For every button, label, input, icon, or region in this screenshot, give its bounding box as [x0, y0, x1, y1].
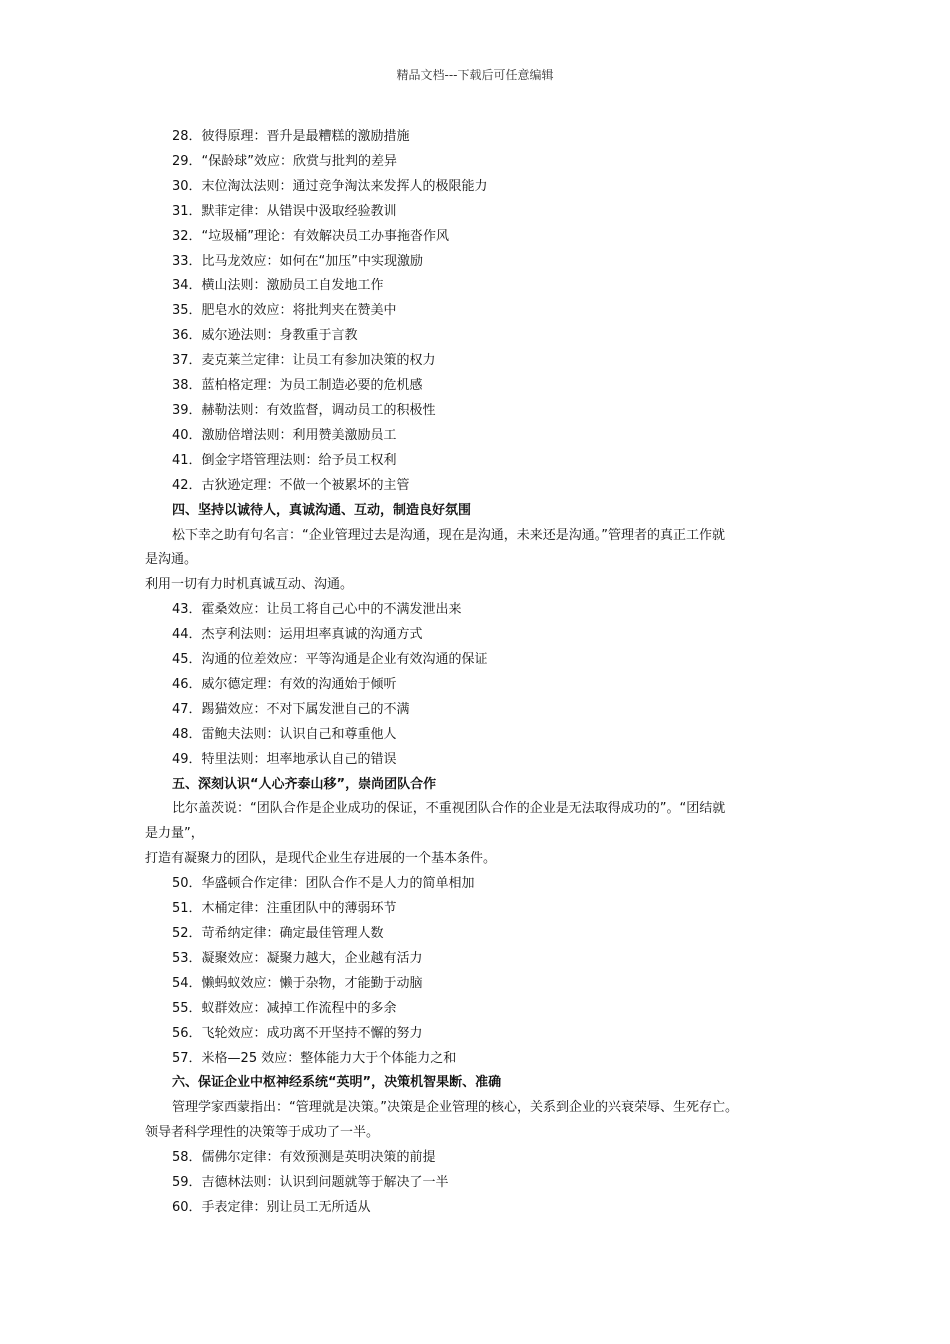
list-item: 59．吉德林法则：认识到问题就等于解决了一半 [172, 1175, 449, 1191]
list-item: 44．杰亨利法则：运用坦率真诚的沟通方式 [172, 627, 423, 643]
paragraph-continuation: 领导者科学理性的决策等于成功了一半。 [145, 1125, 380, 1141]
list-item: 58．儒佛尔定律：有效预测是英明决策的前提 [172, 1150, 436, 1166]
list-item: 51．木桶定律：注重团队中的薄弱环节 [172, 901, 397, 917]
list-item: 41．倒金字塔管理法则：给予员工权利 [172, 452, 397, 468]
list-item: 32．“垃圾桶”理论：有效解决员工办事拖沓作风 [172, 228, 450, 244]
page-header: 精品文档---下载后可任意编辑 [396, 68, 554, 82]
list-item: 43．霍桑效应：让员工将自己心中的不满发泄出来 [172, 602, 462, 618]
paragraph-continuation: 利用一切有力时机真诚互动、沟通。 [145, 577, 354, 593]
list-item: 53．凝聚效应：凝聚力越大，企业越有活力 [172, 950, 423, 966]
list-item: 55．蚁群效应：减掉工作流程中的多余 [172, 1000, 397, 1016]
list-item: 38．蓝柏格定理：为员工制造必要的危机感 [172, 378, 423, 394]
list-item: 47．踢猫效应：不对下属发泄自己的不满 [172, 701, 410, 717]
list-item: 39．赫勒法则：有效监督，调动员工的积极性 [172, 402, 436, 418]
list-item: 29．“保龄球”效应：欣赏与批判的差异 [172, 153, 398, 169]
list-item: 54．懒蚂蚁效应：懒于杂物，才能勤于动脑 [172, 975, 423, 991]
list-item: 52．苛希纳定律：确定最佳管理人数 [172, 926, 384, 941]
list-item: 36．威尔逊法则：身教重于言教 [172, 328, 358, 344]
list-item: 35．肥皂水的效应：将批判夹在赞美中 [172, 303, 397, 319]
section-heading: 四、坚持以诚待人，真诚沟通、互动，制造良好氛围 [172, 502, 472, 518]
list-item: 48．雷鲍夫法则：认识自己和尊重他人 [172, 726, 397, 742]
document-body [145, 125, 815, 1221]
list-item: 40．激励倍增法则：利用赞美激励员工 [172, 427, 397, 443]
list-item: 49．特里法则：坦率地承认自己的错误 [172, 751, 397, 767]
list-item: 46．威尔德定理：有效的沟通始于倾听 [172, 676, 397, 692]
list-item: 50．华盛顿合作定律：团队合作不是人力的简单相加 [172, 876, 475, 892]
paragraph-line: 管理学家西蒙指出：“管理就是决策。”决策是企业管理的核心，关系到企业的兴衰荣辱、生死存亡。 [172, 1100, 738, 1116]
list-item: 60．手表定律：别让员工无所适从 [172, 1199, 371, 1215]
list-item: 45．沟通的位差效应：平等沟通是企业有效沟通的保证 [172, 652, 488, 668]
section-heading: 六、保证企业中枢神经系统“英明”，决策机智果断、准确 [172, 1075, 502, 1091]
section-heading: 五、深刻认识“人心齐泰山移”，崇尚团队合作 [172, 776, 437, 792]
list-item: 57．米格—25 效应：整体能力大于个体能力之和 [172, 1050, 457, 1066]
list-item: 42．古狄逊定理：不做一个被累坏的主管 [172, 477, 410, 493]
list-item: 56．飞轮效应：成功离不开坚持不懈的努力 [172, 1025, 423, 1041]
paragraph-continuation: 是沟通。 [145, 552, 198, 568]
paragraph-line: 松下幸之助有句名言：“企业管理过去是沟通，现在是沟通，未来还是沟通。”管理者的真正工作就 [172, 527, 725, 543]
list-item: 31．默菲定律：从错误中汲取经验教训 [172, 203, 397, 219]
list-item: 33．比马龙效应：如何在“加压”中实现激励 [172, 253, 424, 269]
paragraph-line: 比尔盖茨说：“团队合作是企业成功的保证，不重视团队合作的企业是无法取得成功的”。“团结就 [172, 801, 726, 817]
list-item: 28．彼得原理：晋升是最糟糕的激励措施 [172, 129, 410, 144]
list-item: 30．末位淘汰法则：通过竞争淘汰来发挥人的极限能力 [172, 178, 488, 194]
paragraph-continuation: 是力量”， [145, 826, 204, 842]
paragraph-continuation: 打造有凝聚力的团队，是现代企业生存进展的一个基本条件。 [145, 851, 497, 867]
list-item: 34．横山法则：激励员工自发地工作 [172, 278, 384, 294]
list-item: 37．麦克莱兰定律：让员工有参加决策的权力 [172, 353, 436, 369]
